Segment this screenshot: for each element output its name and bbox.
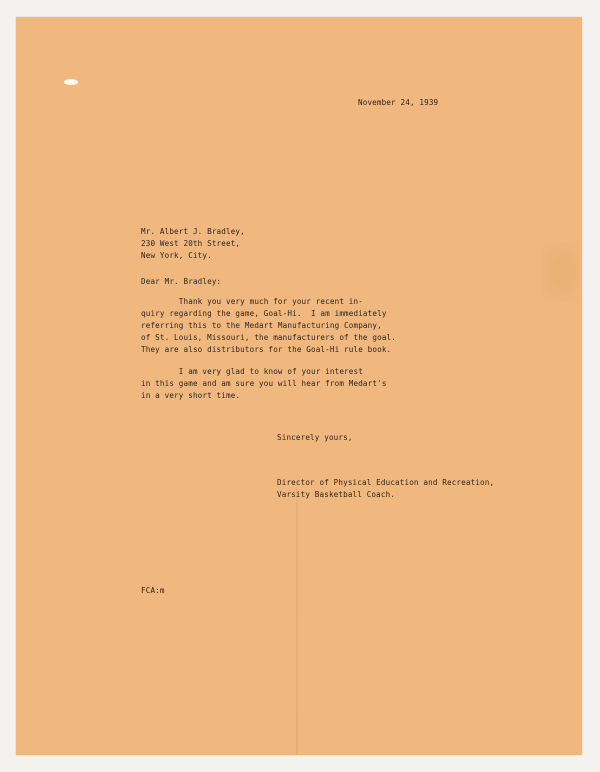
paragraph-line: referring this to the Medart Manufacturing Company, — [141, 321, 382, 330]
paragraph-line: in a very short time. — [141, 391, 241, 400]
paragraph-line: Thank you very much for your recent in- — [141, 297, 363, 306]
paragraph-line: I am very glad to know of your interest — [141, 367, 363, 376]
paragraph-line: They are also distributors for the Goal-Hi rule book. — [141, 345, 392, 354]
typist-initials: FCA:m — [141, 586, 165, 595]
recipient-city: New York, City. — [141, 251, 212, 260]
paragraph-line: in this game and am sure you will hear from Medart's — [141, 379, 387, 388]
signature-title-line: Director of Physical Education and Recreation, — [277, 478, 495, 487]
letter-date: November 24, 1939 — [358, 98, 439, 107]
paper-fold-line — [296, 487, 298, 755]
letter-page — [16, 17, 582, 755]
paragraph-line: quiry regarding the game, Goal-Hi. I am immediately — [141, 309, 387, 318]
recipient-street: 230 West 20th Street, — [141, 239, 241, 248]
paragraph-line: of St. Louis, Missouri, the manufacturers of the goal. — [141, 333, 396, 342]
recipient-name: Mr. Albert J. Bradley, — [141, 227, 245, 236]
closing: Sincerely yours, — [277, 433, 353, 442]
paper-blemish — [64, 79, 78, 85]
signature-title-line: Varsity Basketball Coach. — [277, 490, 396, 499]
salutation: Dear Mr. Bradley: — [141, 277, 222, 286]
paper-stain — [541, 242, 581, 302]
